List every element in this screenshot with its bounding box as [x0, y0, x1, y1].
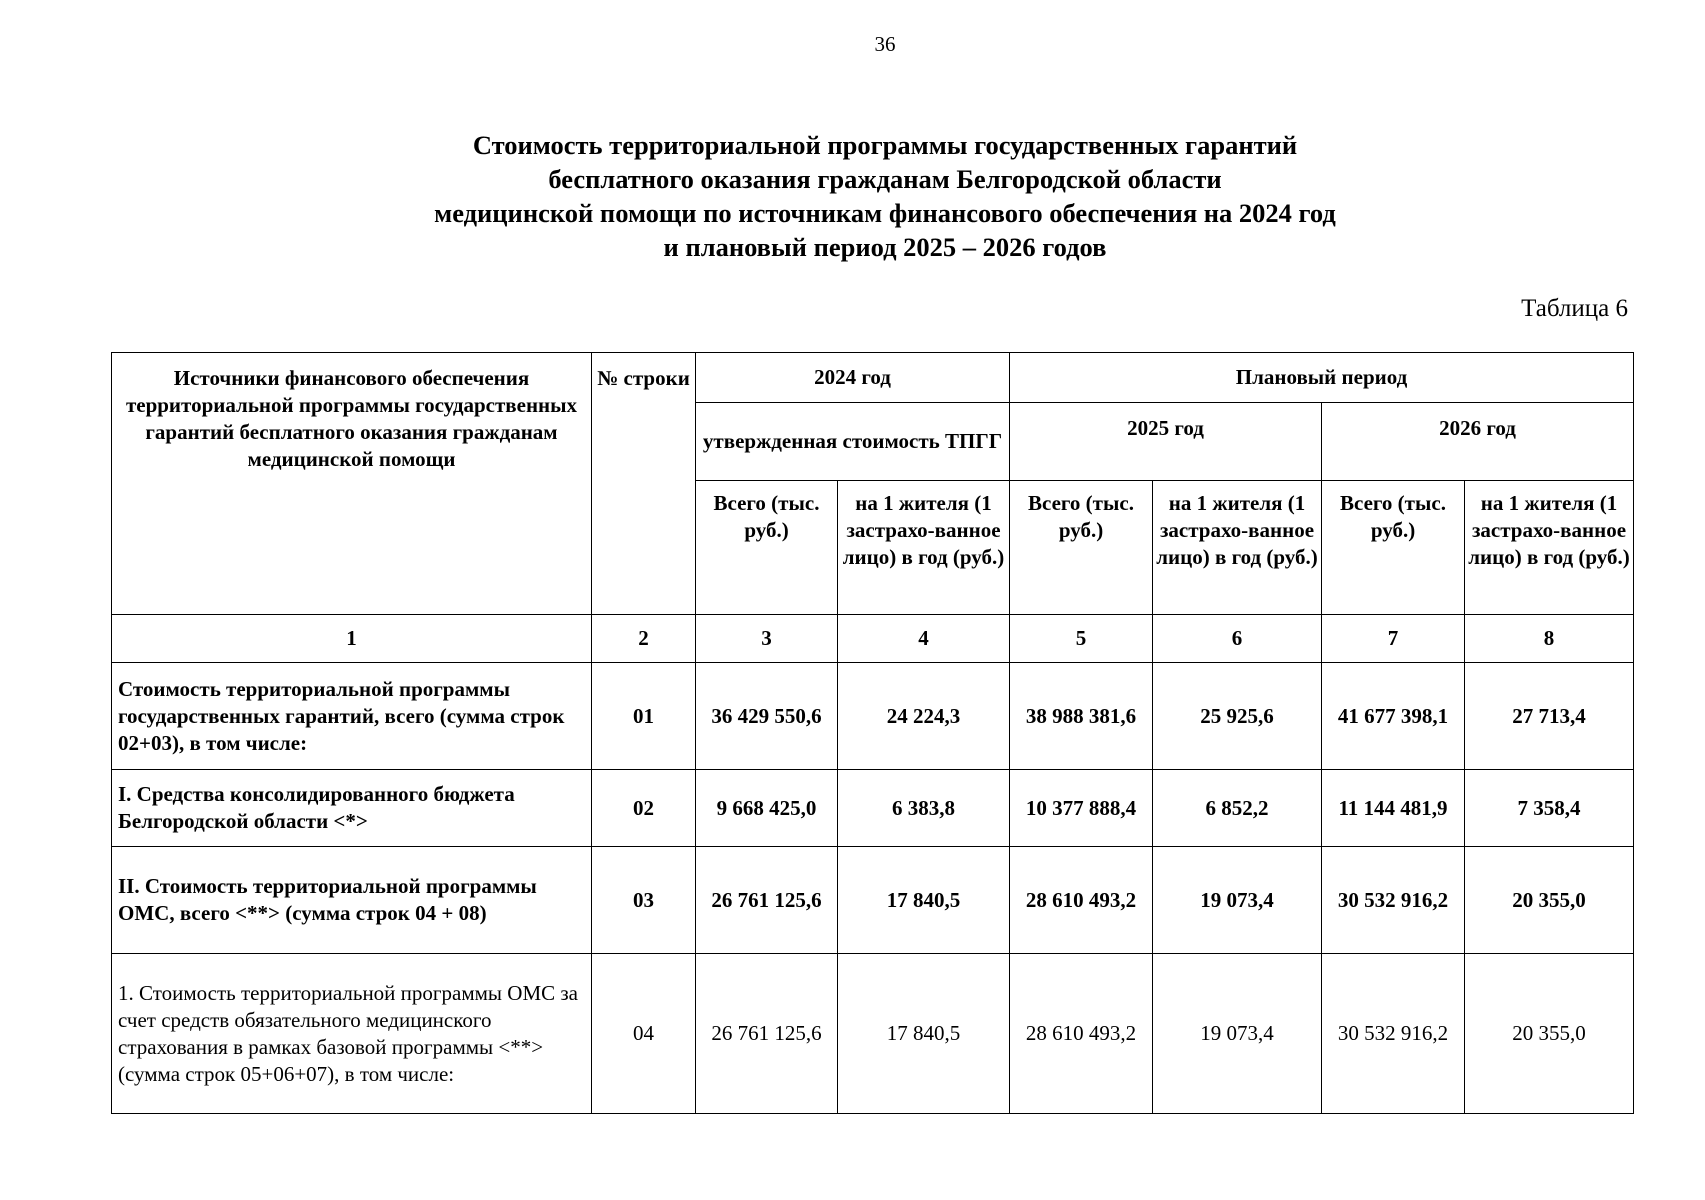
header-total: Всего (тыс. руб.) [696, 481, 838, 615]
cell-value: 10 377 888,4 [1010, 770, 1153, 847]
title-line: медицинской помощи по источникам финансового обеспечения на 2024 год [434, 198, 1336, 228]
header-per-capita: на 1 жителя (1 застрахо-ванное лицо) в год (руб.) [838, 481, 1010, 615]
row-line-number: 04 [592, 954, 696, 1114]
table-row [112, 770, 1634, 847]
title-line: бесплатного оказания гражданам Белгородской области [548, 164, 1222, 194]
column-number: 2 [592, 615, 696, 663]
cell-value: 28 610 493,2 [1010, 954, 1153, 1114]
title-line: и плановый период 2025 – 2026 годов [663, 232, 1107, 262]
cell-value: 20 355,0 [1465, 954, 1634, 1114]
cell-value: 20 355,0 [1465, 847, 1634, 954]
column-number: 3 [696, 615, 838, 663]
document-title [300, 128, 1470, 264]
cell-value: 9 668 425,0 [696, 770, 838, 847]
header-year-2025: 2025 год [1010, 403, 1322, 481]
column-number: 4 [838, 615, 1010, 663]
title-line: Стоимость территориальной программы государственных гарантий [472, 130, 1298, 160]
financing-table [111, 352, 1634, 1114]
header-year-2024: 2024 год [696, 353, 1010, 403]
cell-value: 19 073,4 [1153, 847, 1322, 954]
cell-value: 11 144 481,9 [1322, 770, 1465, 847]
header-approved-cost: утвержденная стоимость ТПГГ [696, 403, 1010, 481]
header-source: Источники финансового обеспечения территориальной программы государственных гарантий бесплатного оказания гражданам медицинской помощи [112, 353, 592, 615]
row-name: Стоимость территориальной программы государственных гарантий, всего (сумма строк 02+03), в том числе: [112, 663, 592, 770]
row-name: I. Средства консолидированного бюджета Белгородской области <*> [112, 770, 592, 847]
cell-value: 17 840,5 [838, 954, 1010, 1114]
cell-value: 19 073,4 [1153, 954, 1322, 1114]
cell-value: 41 677 398,1 [1322, 663, 1465, 770]
cell-value: 7 358,4 [1465, 770, 1634, 847]
column-number: 6 [1153, 615, 1322, 663]
header-total: Всего (тыс. руб.) [1010, 481, 1153, 615]
row-line-number: 02 [592, 770, 696, 847]
cell-value: 27 713,4 [1465, 663, 1634, 770]
table-label: Таблица 6 [1521, 295, 1628, 322]
row-line-number: 01 [592, 663, 696, 770]
header-line-number: № строки [592, 353, 696, 615]
table-row [112, 663, 1634, 770]
table-row [112, 954, 1634, 1114]
row-name: 1. Стоимость территориальной программы ОМС за счет средств обязательного медицинского страхования в рамках базовой программы <**> (сумма строк 05+06+07), в том числе: [112, 954, 592, 1114]
header-per-capita: на 1 жителя (1 застрахо-ванное лицо) в год (руб.) [1153, 481, 1322, 615]
cell-value: 25 925,6 [1153, 663, 1322, 770]
cell-value: 36 429 550,6 [696, 663, 838, 770]
cell-value: 30 532 916,2 [1322, 847, 1465, 954]
header-per-capita: на 1 жителя (1 застрахо-ванное лицо) в год (руб.) [1465, 481, 1634, 615]
cell-value: 26 761 125,6 [696, 954, 838, 1114]
cell-value: 17 840,5 [838, 847, 1010, 954]
header-year-2026: 2026 год [1322, 403, 1634, 481]
table-row [112, 847, 1634, 954]
cell-value: 6 383,8 [838, 770, 1010, 847]
row-name: II. Стоимость территориальной программы ОМС, всего <**> (сумма строк 04 + 08) [112, 847, 592, 954]
column-number: 1 [112, 615, 592, 663]
column-number: 8 [1465, 615, 1634, 663]
header-total: Всего (тыс. руб.) [1322, 481, 1465, 615]
column-number: 7 [1322, 615, 1465, 663]
cell-value: 28 610 493,2 [1010, 847, 1153, 954]
cell-value: 30 532 916,2 [1322, 954, 1465, 1114]
cell-value: 24 224,3 [838, 663, 1010, 770]
cell-value: 6 852,2 [1153, 770, 1322, 847]
page-number: 36 [874, 32, 896, 56]
cell-value: 26 761 125,6 [696, 847, 838, 954]
column-number: 5 [1010, 615, 1153, 663]
cell-value: 38 988 381,6 [1010, 663, 1153, 770]
row-line-number: 03 [592, 847, 696, 954]
header-plan-period: Плановый период [1010, 353, 1634, 403]
